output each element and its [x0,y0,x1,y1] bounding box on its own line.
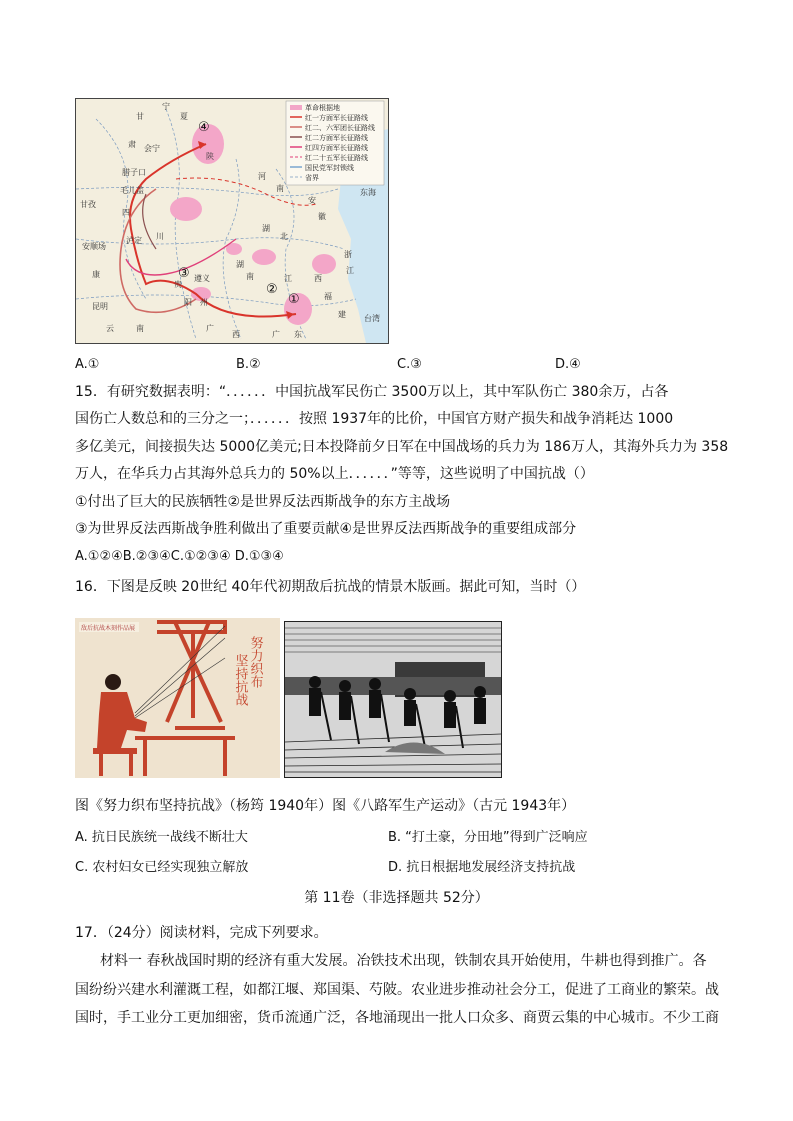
map-label: 会宁 [144,144,160,153]
long-march-map [75,98,389,344]
legend-item: 国民党军封锁线 [305,164,354,172]
q16-option-a: A. 抗日民族统一战线不断壮大 [75,830,248,845]
woodcut-stamp-text: 敌后抗战木刻作品展 [81,625,136,632]
map-label: 徽 [318,212,326,221]
woodcut-weaving-image [75,618,280,778]
map-label: 东 [294,330,302,339]
map-label: 台湾 [364,314,380,323]
map-label: 安顺场 [82,242,106,251]
q17-stem: 17．（24分）阅读材料，完成下列要求。 [75,925,328,941]
q17-material-line-1: 材料一 春秋战国时期的经济有重大发展。冶铁技术出现，铁制农具开始使用，牛耕也得到推广。各 [100,953,707,969]
woodcut-production-image [284,621,502,778]
legend-item: 红二十五军长征路线 [305,154,368,162]
map-label: 湖 [262,224,270,233]
map-label: 河 [258,172,266,181]
legend-item: 红四方面军长征路线 [305,144,368,152]
q14-option-b: B.② [236,357,261,372]
q15-statement-1: ①付出了巨大的民族牺牲②是世界反法西斯战争的东方主战场 [75,494,451,510]
map-label: 西 [232,330,240,339]
q17-material-line-3: 国时，手工业分工更加细密，货币流通广泛，各地涌现出一批人口众多、商贾云集的中心城市。不少工商 [75,1010,719,1026]
q15-line-3: 多亿美元，间接损失达 5000亿美元;日本投降前夕日军在中国战场的兵力为 186万人，其海外兵力为 358 [75,439,729,455]
q15-options: A.①②④B.②③④C.①②③④ D.①③④ [75,549,284,564]
q14-option-d: D.④ [555,357,581,372]
map-label: 江 [346,266,354,275]
map-label: 肃 [128,140,136,149]
q14-option-c: C.③ [397,357,422,372]
map-label: 甘孜 [80,200,96,209]
map-label: 北 [280,232,288,241]
map-label: 广 [206,324,214,333]
map-label: 西 [314,274,322,283]
map-marker-1: ① [288,292,300,307]
legend-item: 革命根据地 [305,104,340,112]
map-label: 腊子口 [122,168,146,177]
q15-line-4: 万人，在华兵力占其海外总兵力的 50%以上．．．．．．”等等，这些说明了中国抗战（） [75,466,594,482]
map-label: 甘 [136,112,144,121]
section-heading: 第 11卷（非选择题共 52分） [304,890,489,906]
q15-statement-2: ③为世界反法西斯战争胜利做出了重要贡献④是世界反法西斯战争的重要组成部分 [75,521,577,537]
map-label: 州 [200,298,208,307]
map-label: 泸定 [126,236,142,245]
map-marker-2: ② [266,282,278,297]
map-label: 浙 [344,250,352,259]
q15-line-2: 国伤亡人数总和的三分之一；．．．．．．按照 1937年的比价，中国官方财产损失和战争消耗达 1000 [75,411,674,427]
map-label: 湖 [236,260,244,269]
q16-stem: 16．下图是反映 20世纪 40年代初期敌后抗战的情景木版画。据此可知，当时（） [75,579,586,595]
map-marker-4: ④ [198,120,210,135]
map-label: 陕 [206,152,214,161]
q17-material-line-2: 国纷纷兴建水利灌溉工程，如都江堰、郑国渠、芍陂。农业进步推动社会分工，促进了工商业的繁荣。战 [75,982,719,998]
map-label: 康 [92,270,100,279]
map-label: 阳 [184,298,192,307]
map-label: 川 [156,232,164,241]
q16-image-caption: 图《努力织布坚持抗战》（杨筠 1940年）图《八路军生产运动》（古元 1943年） [75,798,576,814]
legend-item: 红一方面军长征路线 [305,114,368,122]
map-label: 南 [276,184,284,193]
q15-line-1: 15．有研究数据表明：“．．．．．．中国抗战军民伤亡 3500万以上，其中军队伤亡 380余万，占各 [75,384,669,400]
q14-option-a: A.① [75,357,100,372]
q16-option-c: C. 农村妇女已经实现独立解放 [75,860,249,875]
map-label: 江 [284,274,292,283]
map-label: 昆明 [92,302,108,311]
map-marker-3: ③ [178,266,190,281]
map-label: 四 [122,208,130,217]
map-label: 夏 [180,112,188,121]
legend-item: 红二、六军团长征路线 [305,124,375,132]
map-label: 广 [272,330,280,339]
map-label: 建 [338,310,346,319]
q16-option-b: B. “打土豪，分田地”得到广泛响应 [388,830,588,845]
map-label: 南 [136,324,144,333]
map-label: 宁 [162,102,170,111]
map-label: 南 [246,272,254,281]
map-label: 遵义 [194,274,210,283]
legend-item: 省界 [305,174,319,182]
woodcut-slogan-1: 努力织布 [247,636,263,688]
map-label: 毛儿盖 [120,186,144,195]
map-label: 福 [324,292,332,301]
q16-option-d: D. 抗日根据地发展经济支持抗战 [388,860,576,875]
legend-item: 红二方面军长征路线 [305,134,368,142]
woodcut-slogan-2: 坚持抗战 [232,654,248,706]
map-label: 安 [308,196,316,205]
map-label: 东海 [360,188,376,197]
map-label: 云 [106,324,114,333]
map-label: 贵 [174,280,182,289]
